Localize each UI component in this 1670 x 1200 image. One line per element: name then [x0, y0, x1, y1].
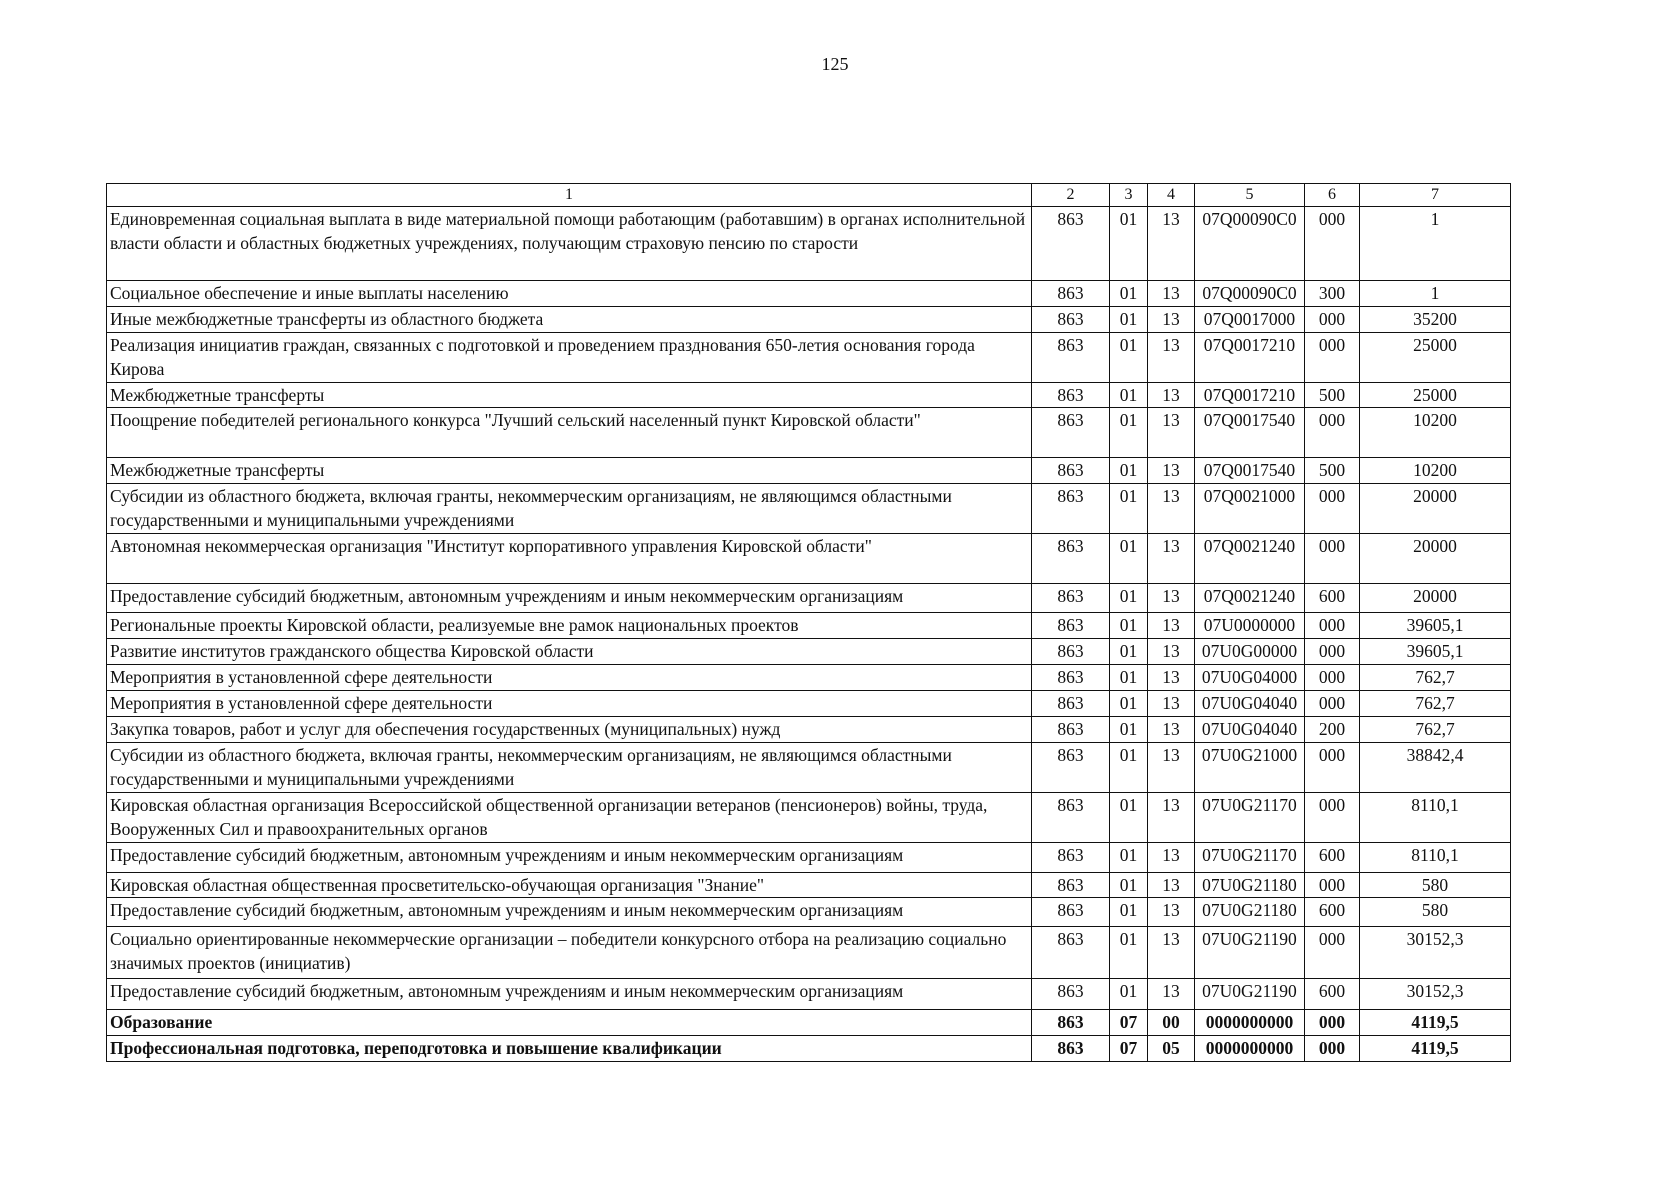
- row-name-cell: Образование: [107, 1010, 1032, 1036]
- target-article-cell: 07U0000000: [1195, 613, 1305, 639]
- target-article-cell: 07U0G04040: [1195, 717, 1305, 743]
- expense-type-cell: 600: [1305, 979, 1360, 1010]
- target-article-cell: 07Q0017540: [1195, 408, 1305, 458]
- table-row: [107, 873, 1511, 898]
- table-row: [107, 1036, 1511, 1062]
- admin-code-cell: 863: [1032, 843, 1110, 873]
- expense-type-cell: 600: [1305, 843, 1360, 873]
- table-row: [107, 843, 1511, 873]
- subsection-cell: 13: [1148, 873, 1195, 898]
- subsection-cell: 13: [1148, 613, 1195, 639]
- target-article-cell: 07U0G21190: [1195, 979, 1305, 1010]
- target-article-cell: 07Q0021240: [1195, 584, 1305, 613]
- column-header: 7: [1360, 184, 1511, 207]
- column-header: 4: [1148, 184, 1195, 207]
- subsection-cell: 13: [1148, 484, 1195, 534]
- admin-code-cell: 863: [1032, 484, 1110, 534]
- section-cell: 01: [1110, 207, 1148, 281]
- section-cell: 01: [1110, 691, 1148, 717]
- target-article-cell: 07Q00090C0: [1195, 281, 1305, 307]
- expense-type-cell: 000: [1305, 1010, 1360, 1036]
- subsection-cell: 13: [1148, 639, 1195, 665]
- subsection-cell: 13: [1148, 743, 1195, 793]
- amount-cell: 762,7: [1360, 691, 1511, 717]
- section-cell: 01: [1110, 717, 1148, 743]
- subsection-cell: 13: [1148, 408, 1195, 458]
- table-row: [107, 898, 1511, 927]
- target-article-cell: 07Q00090C0: [1195, 207, 1305, 281]
- amount-cell: 20000: [1360, 484, 1511, 534]
- section-cell: 01: [1110, 898, 1148, 927]
- target-article-cell: 07U0G21180: [1195, 873, 1305, 898]
- row-name-cell: Региональные проекты Кировской области, реализуемые вне рамок национальных проектов: [107, 613, 1032, 639]
- section-cell: 01: [1110, 665, 1148, 691]
- expense-type-cell: 200: [1305, 717, 1360, 743]
- target-article-cell: 07Q0017000: [1195, 307, 1305, 333]
- admin-code-cell: 863: [1032, 665, 1110, 691]
- expense-type-cell: 500: [1305, 458, 1360, 484]
- admin-code-cell: 863: [1032, 613, 1110, 639]
- expense-type-cell: 000: [1305, 793, 1360, 843]
- target-article-cell: 07Q0017210: [1195, 383, 1305, 408]
- expense-type-cell: 000: [1305, 873, 1360, 898]
- expense-type-cell: 000: [1305, 484, 1360, 534]
- subsection-cell: 13: [1148, 843, 1195, 873]
- target-article-cell: 07U0G21170: [1195, 793, 1305, 843]
- target-article-cell: 07Q0017540: [1195, 458, 1305, 484]
- admin-code-cell: 863: [1032, 458, 1110, 484]
- admin-code-cell: 863: [1032, 979, 1110, 1010]
- admin-code-cell: 863: [1032, 1010, 1110, 1036]
- row-name-cell: Межбюджетные трансферты: [107, 383, 1032, 408]
- budget-table: [106, 183, 1511, 1062]
- admin-code-cell: 863: [1032, 534, 1110, 584]
- admin-code-cell: 863: [1032, 333, 1110, 383]
- subsection-cell: 13: [1148, 584, 1195, 613]
- row-name-cell: Социальное обеспечение и иные выплаты населению: [107, 281, 1032, 307]
- subsection-cell: 13: [1148, 979, 1195, 1010]
- amount-cell: 8110,1: [1360, 793, 1511, 843]
- section-cell: 01: [1110, 743, 1148, 793]
- row-name-cell: Профессиональная подготовка, переподготовка и повышение квалификации: [107, 1036, 1032, 1062]
- amount-cell: 580: [1360, 898, 1511, 927]
- subsection-cell: 00: [1148, 1010, 1195, 1036]
- table-row: [107, 1010, 1511, 1036]
- amount-cell: 4119,5: [1360, 1036, 1511, 1062]
- admin-code-cell: 863: [1032, 584, 1110, 613]
- row-name-cell: Субсидии из областного бюджета, включая гранты, некоммерческим организациям, не являющимся областными государственными и муниципальными учреждениями: [107, 743, 1032, 793]
- table-row: [107, 613, 1511, 639]
- section-cell: 01: [1110, 484, 1148, 534]
- target-article-cell: 0000000000: [1195, 1010, 1305, 1036]
- expense-type-cell: 500: [1305, 383, 1360, 408]
- column-header: 5: [1195, 184, 1305, 207]
- subsection-cell: 13: [1148, 207, 1195, 281]
- admin-code-cell: 863: [1032, 743, 1110, 793]
- column-header: 1: [107, 184, 1032, 207]
- amount-cell: 20000: [1360, 584, 1511, 613]
- table-row: [107, 333, 1511, 383]
- section-cell: 01: [1110, 307, 1148, 333]
- expense-type-cell: 600: [1305, 898, 1360, 927]
- expense-type-cell: 000: [1305, 333, 1360, 383]
- subsection-cell: 13: [1148, 281, 1195, 307]
- table-row: [107, 383, 1511, 408]
- table-row: [107, 665, 1511, 691]
- expense-type-cell: 600: [1305, 584, 1360, 613]
- row-name-cell: Социально ориентированные некоммерческие организации – победители конкурсного отбора на реализацию социально значимых проектов (инициатив): [107, 927, 1032, 979]
- row-name-cell: Кировская областная общественная просветительско-обучающая организация "Знание": [107, 873, 1032, 898]
- admin-code-cell: 863: [1032, 383, 1110, 408]
- column-header: 3: [1110, 184, 1148, 207]
- section-cell: 01: [1110, 458, 1148, 484]
- section-cell: 01: [1110, 843, 1148, 873]
- amount-cell: 39605,1: [1360, 613, 1511, 639]
- section-cell: 01: [1110, 281, 1148, 307]
- subsection-cell: 13: [1148, 307, 1195, 333]
- table-row: [107, 743, 1511, 793]
- table-header-row: [107, 184, 1511, 207]
- table-row: [107, 717, 1511, 743]
- expense-type-cell: 000: [1305, 534, 1360, 584]
- section-cell: 01: [1110, 873, 1148, 898]
- row-name-cell: Единовременная социальная выплата в виде материальной помощи работающим (работавшим) в органах исполнительной власти области и областных бюджетных учреждениях, получающим страховую пенсию по старости: [107, 207, 1032, 281]
- subsection-cell: 13: [1148, 333, 1195, 383]
- target-article-cell: 07U0G21180: [1195, 898, 1305, 927]
- column-header: 2: [1032, 184, 1110, 207]
- amount-cell: 30152,3: [1360, 927, 1511, 979]
- subsection-cell: 13: [1148, 383, 1195, 408]
- subsection-cell: 13: [1148, 717, 1195, 743]
- amount-cell: 4119,5: [1360, 1010, 1511, 1036]
- row-name-cell: Иные межбюджетные трансферты из областного бюджета: [107, 307, 1032, 333]
- page-number: 125: [821, 54, 849, 74]
- target-article-cell: 07U0G21170: [1195, 843, 1305, 873]
- amount-cell: 20000: [1360, 534, 1511, 584]
- admin-code-cell: 863: [1032, 639, 1110, 665]
- amount-cell: 1: [1360, 207, 1511, 281]
- column-header: 6: [1305, 184, 1360, 207]
- row-name-cell: Предоставление субсидий бюджетным, автономным учреждениям и иным некоммерческим организациям: [107, 979, 1032, 1010]
- row-name-cell: Мероприятия в установленной сфере деятельности: [107, 691, 1032, 717]
- admin-code-cell: 863: [1032, 898, 1110, 927]
- subsection-cell: 13: [1148, 534, 1195, 584]
- table-row: [107, 458, 1511, 484]
- subsection-cell: 05: [1148, 1036, 1195, 1062]
- admin-code-cell: 863: [1032, 873, 1110, 898]
- amount-cell: 10200: [1360, 408, 1511, 458]
- table-row: [107, 927, 1511, 979]
- amount-cell: 1: [1360, 281, 1511, 307]
- table-row: [107, 307, 1511, 333]
- expense-type-cell: 000: [1305, 613, 1360, 639]
- section-cell: 01: [1110, 383, 1148, 408]
- target-article-cell: 07Q0021240: [1195, 534, 1305, 584]
- expense-type-cell: 000: [1305, 927, 1360, 979]
- section-cell: 01: [1110, 584, 1148, 613]
- row-name-cell: Развитие институтов гражданского общества Кировской области: [107, 639, 1032, 665]
- subsection-cell: 13: [1148, 665, 1195, 691]
- section-cell: 01: [1110, 793, 1148, 843]
- expense-type-cell: 000: [1305, 307, 1360, 333]
- admin-code-cell: 863: [1032, 408, 1110, 458]
- row-name-cell: Закупка товаров, работ и услуг для обеспечения государственных (муниципальных) нужд: [107, 717, 1032, 743]
- subsection-cell: 13: [1148, 458, 1195, 484]
- amount-cell: 25000: [1360, 383, 1511, 408]
- expense-type-cell: 000: [1305, 743, 1360, 793]
- row-name-cell: Реализация инициатив граждан, связанных с подготовкой и проведением празднования 650-летия основания города Кирова: [107, 333, 1032, 383]
- target-article-cell: 07U0G04000: [1195, 665, 1305, 691]
- row-name-cell: Субсидии из областного бюджета, включая гранты, некоммерческим организациям, не являющимся областными государственными и муниципальными учреждениями: [107, 484, 1032, 534]
- subsection-cell: 13: [1148, 898, 1195, 927]
- expense-type-cell: 000: [1305, 207, 1360, 281]
- amount-cell: 580: [1360, 873, 1511, 898]
- section-cell: 07: [1110, 1036, 1148, 1062]
- admin-code-cell: 863: [1032, 1036, 1110, 1062]
- subsection-cell: 13: [1148, 793, 1195, 843]
- table-row: [107, 408, 1511, 458]
- target-article-cell: 07Q0021000: [1195, 484, 1305, 534]
- section-cell: 01: [1110, 534, 1148, 584]
- section-cell: 01: [1110, 408, 1148, 458]
- row-name-cell: Предоставление субсидий бюджетным, автономным учреждениям и иным некоммерческим организациям: [107, 898, 1032, 927]
- amount-cell: 39605,1: [1360, 639, 1511, 665]
- table-row: [107, 979, 1511, 1010]
- amount-cell: 25000: [1360, 333, 1511, 383]
- expense-type-cell: 000: [1305, 665, 1360, 691]
- table-row: [107, 534, 1511, 584]
- table-row: [107, 484, 1511, 534]
- table-body: [107, 207, 1511, 1062]
- amount-cell: 38842,4: [1360, 743, 1511, 793]
- row-name-cell: Поощрение победителей регионального конкурса "Лучший сельский населенный пункт Кировской области": [107, 408, 1032, 458]
- section-cell: 01: [1110, 927, 1148, 979]
- expense-type-cell: 000: [1305, 639, 1360, 665]
- admin-code-cell: 863: [1032, 691, 1110, 717]
- target-article-cell: 07Q0017210: [1195, 333, 1305, 383]
- target-article-cell: 07U0G21190: [1195, 927, 1305, 979]
- target-article-cell: 07U0G00000: [1195, 639, 1305, 665]
- target-article-cell: 07U0G21000: [1195, 743, 1305, 793]
- row-name-cell: Межбюджетные трансферты: [107, 458, 1032, 484]
- row-name-cell: Автономная некоммерческая организация "Институт корпоративного управления Кировской области": [107, 534, 1032, 584]
- subsection-cell: 13: [1148, 691, 1195, 717]
- expense-type-cell: 000: [1305, 1036, 1360, 1062]
- admin-code-cell: 863: [1032, 927, 1110, 979]
- target-article-cell: 0000000000: [1195, 1036, 1305, 1062]
- amount-cell: 762,7: [1360, 665, 1511, 691]
- section-cell: 01: [1110, 613, 1148, 639]
- table-row: [107, 639, 1511, 665]
- admin-code-cell: 863: [1032, 307, 1110, 333]
- table-row: [107, 207, 1511, 281]
- section-cell: 07: [1110, 1010, 1148, 1036]
- amount-cell: 35200: [1360, 307, 1511, 333]
- row-name-cell: Предоставление субсидий бюджетным, автономным учреждениям и иным некоммерческим организациям: [107, 843, 1032, 873]
- section-cell: 01: [1110, 979, 1148, 1010]
- target-article-cell: 07U0G04040: [1195, 691, 1305, 717]
- admin-code-cell: 863: [1032, 717, 1110, 743]
- table-row: [107, 281, 1511, 307]
- expense-type-cell: 000: [1305, 691, 1360, 717]
- subsection-cell: 13: [1148, 927, 1195, 979]
- row-name-cell: Предоставление субсидий бюджетным, автономным учреждениям и иным некоммерческим организациям: [107, 584, 1032, 613]
- section-cell: 01: [1110, 639, 1148, 665]
- table-row: [107, 793, 1511, 843]
- row-name-cell: Мероприятия в установленной сфере деятельности: [107, 665, 1032, 691]
- amount-cell: 762,7: [1360, 717, 1511, 743]
- admin-code-cell: 863: [1032, 793, 1110, 843]
- amount-cell: 8110,1: [1360, 843, 1511, 873]
- table-row: [107, 691, 1511, 717]
- table-row: [107, 584, 1511, 613]
- expense-type-cell: 300: [1305, 281, 1360, 307]
- amount-cell: 10200: [1360, 458, 1511, 484]
- section-cell: 01: [1110, 333, 1148, 383]
- row-name-cell: Кировская областная организация Всероссийской общественной организации ветеранов (пенсионеров) войны, труда, Вооруженных Сил и правоохранительных органов: [107, 793, 1032, 843]
- expense-type-cell: 000: [1305, 408, 1360, 458]
- amount-cell: 30152,3: [1360, 979, 1511, 1010]
- admin-code-cell: 863: [1032, 281, 1110, 307]
- admin-code-cell: 863: [1032, 207, 1110, 281]
